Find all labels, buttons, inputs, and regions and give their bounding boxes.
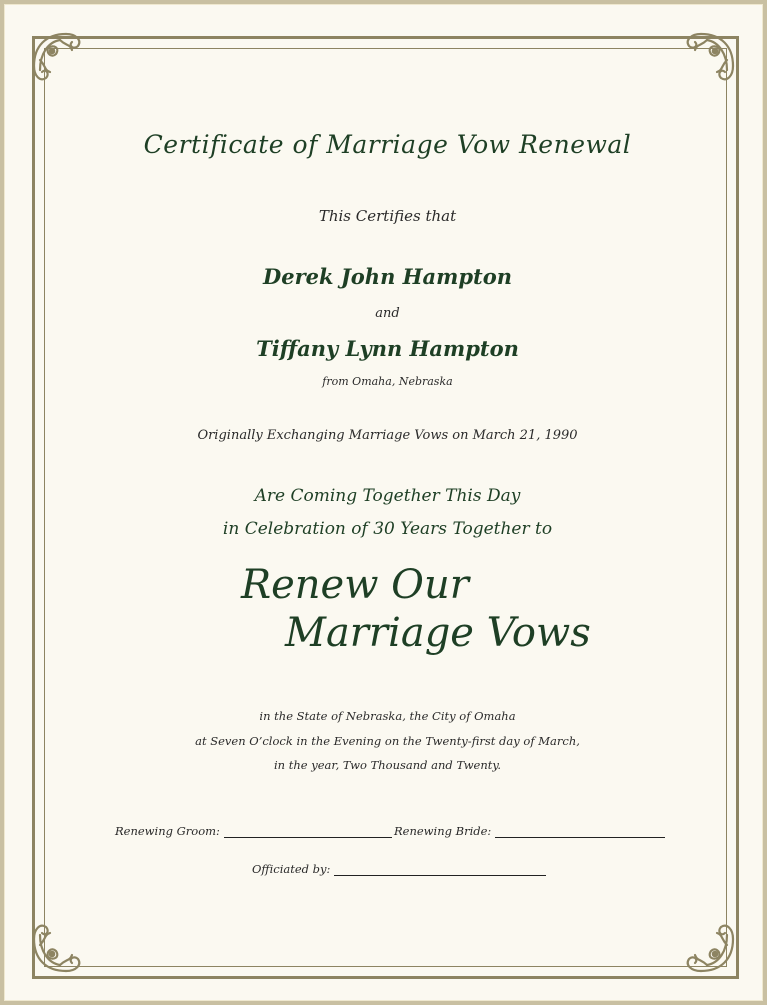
person-one-name: Derek John Hampton — [263, 264, 512, 289]
certificate-title: Certificate of Marriage Vow Renewal — [143, 130, 632, 159]
groom-signature-line — [224, 825, 392, 838]
location-line-3: in the year, Two Thousand and Twenty. — [273, 758, 502, 772]
certifies-line: This Certifies that — [318, 207, 457, 225]
groom-signature-field — [115, 824, 392, 838]
officiant-signature-label: Officiated by: — [252, 862, 331, 876]
bride-signature-label: Renewing Bride: — [394, 824, 492, 838]
corner-flourish-icon — [671, 26, 741, 96]
location-line-2: at Seven O’clock in the Evening on the Twenty-first day of March, — [195, 734, 580, 748]
original-vows-line: Originally Exchanging Marriage Vows on March 21, 1990 — [197, 428, 578, 443]
and-connector: and — [375, 306, 400, 321]
officiant-signature-line — [334, 863, 546, 876]
corner-flourish-icon — [26, 26, 96, 96]
celebration-line: in Celebration of 30 Years Together to — [222, 519, 553, 539]
renew-heading-line2: Marriage Vows — [285, 610, 591, 656]
location-line-1: in the State of Nebraska, the City of Omaha — [259, 709, 516, 723]
coming-together-line: Are Coming Together This Day — [254, 486, 521, 506]
bride-signature-line — [495, 825, 665, 838]
officiant-signature-field — [252, 862, 546, 876]
renew-heading-line1: Renew Our — [241, 562, 469, 608]
corner-flourish-icon — [26, 909, 96, 979]
groom-signature-label: Renewing Groom: — [115, 824, 220, 838]
bride-signature-field — [394, 824, 665, 838]
person-two-name: Tiffany Lynn Hampton — [256, 336, 519, 361]
corner-flourish-icon — [671, 909, 741, 979]
hometown-line: from Omaha, Nebraska — [322, 375, 453, 388]
